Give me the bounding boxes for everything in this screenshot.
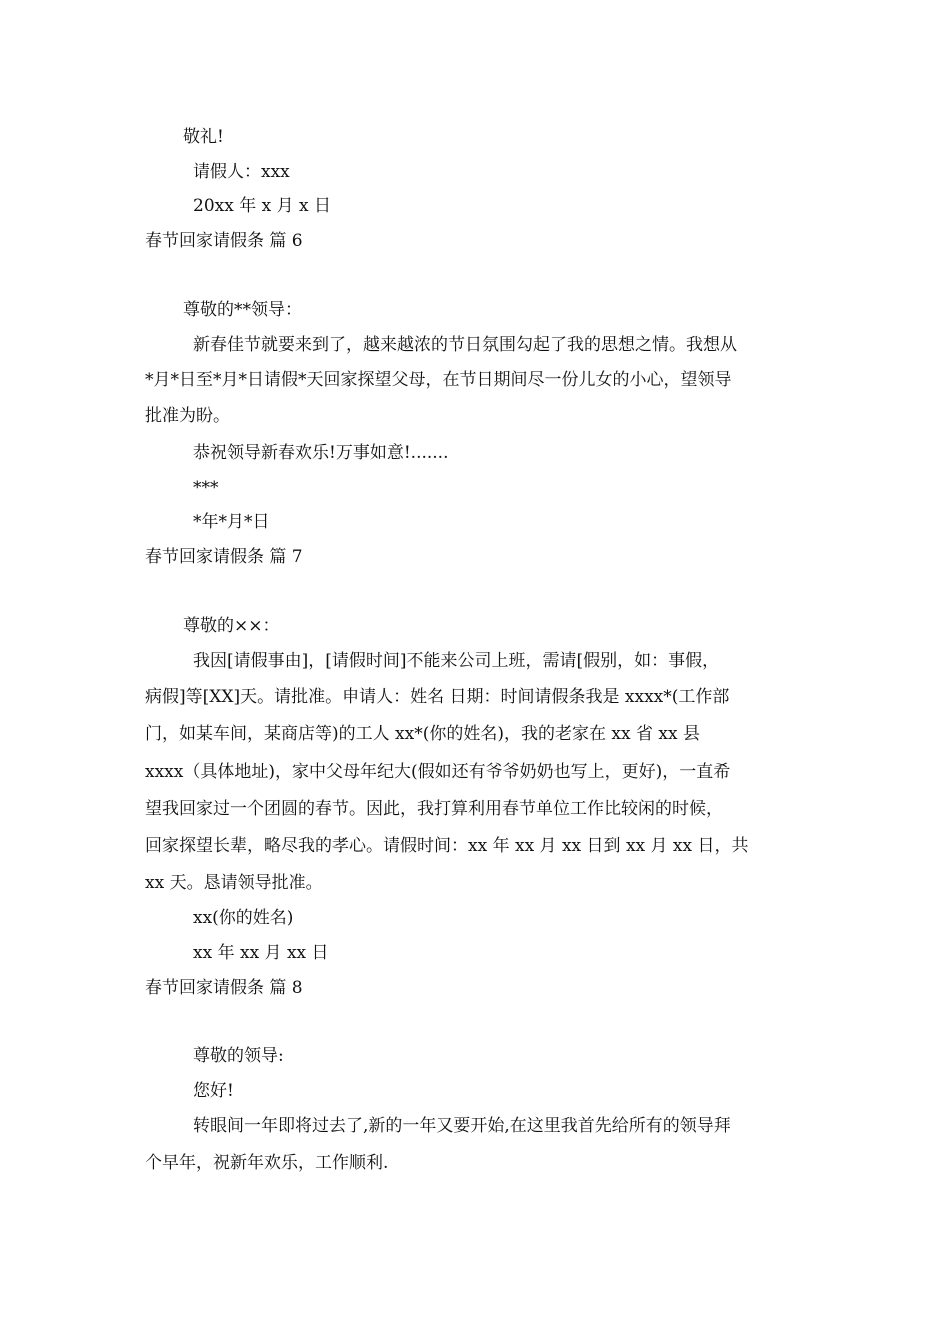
body-line: 转眼间一年即将过去了,新的一年又要开始,在这里我首先给所有的领导拜 [193, 1116, 731, 1136]
section-title-7: 春节回家请假条 篇 7 [145, 547, 303, 567]
body-line: xxxx（具体地址)，家中父母年纪大(假如还有爷爷奶奶也写上，更好)，一直希 [145, 762, 731, 782]
wishes-line: 恭祝领导新春欢乐!万事如意!....... [193, 443, 449, 463]
salutation-6: 尊敬的**领导： [183, 300, 302, 320]
signature-line: xx(你的姓名) [193, 908, 294, 928]
closing-salute: 敬礼! [183, 127, 224, 147]
body-line: *月*日至*月*日请假*天回家探望父母，在节日期间尽一份儿女的小心，望领导 [145, 370, 732, 390]
body-line: 门，如某车间，某商店等)的工人 xx*(你的姓名)，我的老家在 xx 省 xx 县 [145, 724, 700, 744]
body-line: 个早年，祝新年欢乐，工作顺利. [145, 1153, 389, 1173]
date-line: 20xx 年 x 月 x 日 [193, 196, 332, 216]
body-line: 批准为盼。 [145, 406, 230, 426]
date-line: xx 年 xx 月 xx 日 [193, 943, 329, 963]
body-line: 新春佳节就要来到了，越来越浓的节日氛围勾起了我的思想之情。我想从 [193, 335, 737, 355]
body-line: xx 天。恳请领导批准。 [145, 873, 323, 893]
salutation-7: 尊敬的××： [183, 616, 280, 636]
section-title-8: 春节回家请假条 篇 8 [145, 978, 303, 998]
body-line: 望我回家过一个团圆的春节。因此，我打算利用春节单位工作比较闲的时候， [145, 799, 723, 819]
date-line: *年*月*日 [193, 512, 270, 532]
body-line: 病假]等[XX]天。请批准。申请人：姓名 日期：时间请假条我是 xxxx*(工作部 [145, 687, 730, 707]
greeting-line: 您好! [193, 1081, 234, 1101]
signature-line: *** [193, 478, 219, 498]
body-line: 回家探望长辈，略尽我的孝心。请假时间：xx 年 xx 月 xx 日到 xx 月 xx 日，共 [145, 836, 749, 856]
salutation-8: 尊敬的领导: [193, 1046, 284, 1066]
applicant-line: 请假人：xxx [193, 162, 290, 182]
section-title-6: 春节回家请假条 篇 6 [145, 231, 303, 251]
body-line: 我因[请假事由]，[请假时间]不能来公司上班，需请[假别，如：事假， [193, 651, 720, 671]
